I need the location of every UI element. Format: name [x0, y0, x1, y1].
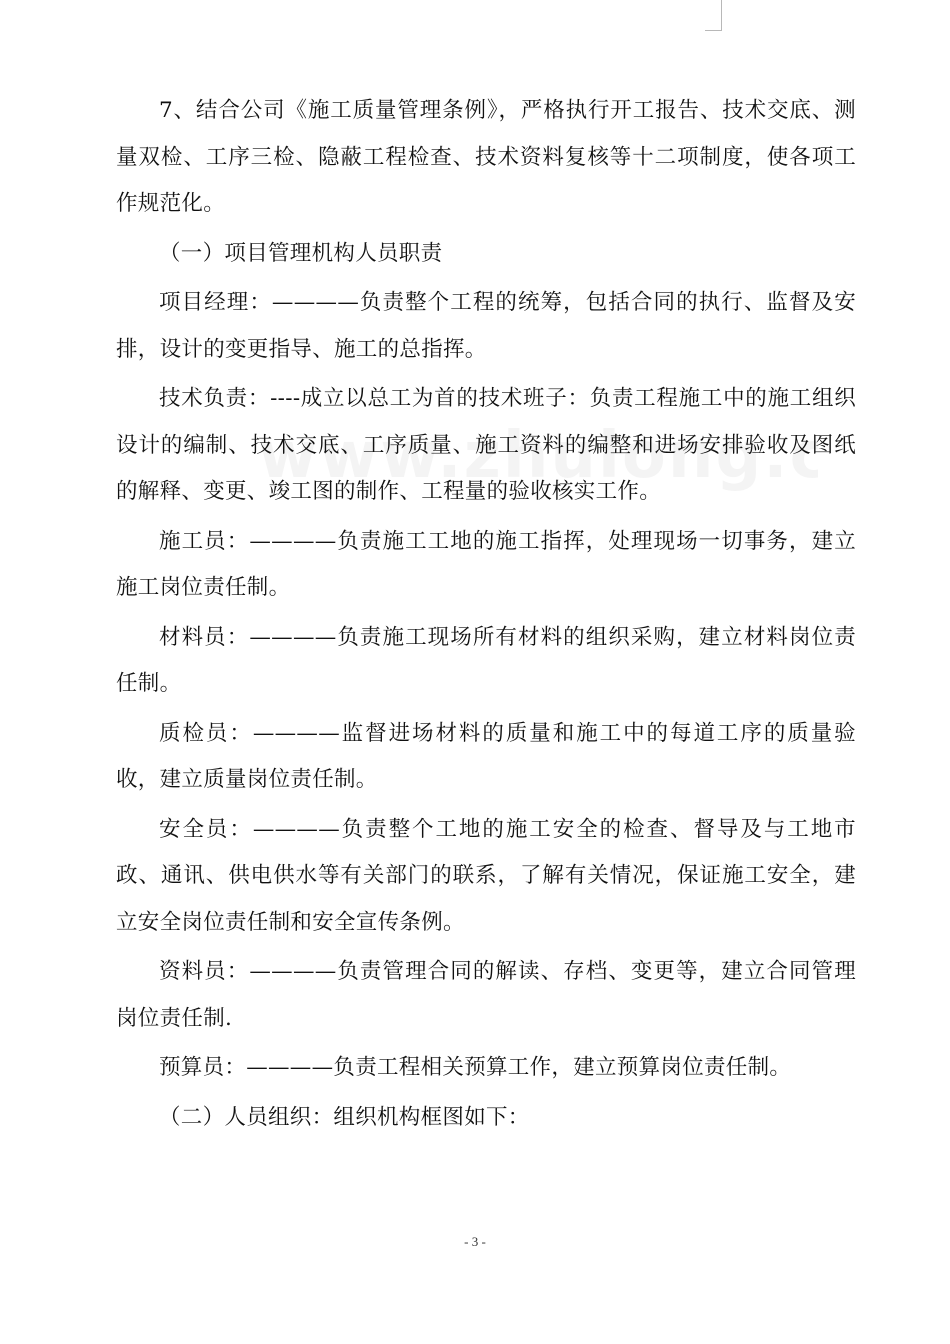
paragraph-quality-inspector: 质检员：————监督进场材料的质量和施工中的每道工序的质量验收，建立质量岗位责任制。: [116, 720, 856, 792]
paragraph-construction-officer: 施工员：————负责施工工地的施工指挥，处理现场一切事务，建立施工岗位责任制。: [116, 528, 856, 600]
paragraph-documents-officer: 资料员：————负责管理合同的解读、存档、变更等，建立合同管理岗位责任制.: [116, 959, 856, 1031]
paragraph-clause-7: 7、结合公司《施工质量管理条例》，严格执行开工报告、技术交底、测量双检、工序三检、隐蔽工程检查、技术资料复核等十二项制度，使各项工作规范化。: [116, 98, 856, 216]
crop-mark: [705, 0, 722, 31]
paragraph-materials-officer: 材料员：————负责施工现场所有材料的组织采购，建立材料岗位责任制。: [116, 624, 856, 696]
section-heading-duties: （一）项目管理机构人员职责: [159, 240, 443, 266]
paragraph-budget-officer: 预算员：————负责工程相关预算工作，建立预算岗位责任制。: [159, 1055, 792, 1080]
paragraph-technical-lead: 技术负责：----成立以总工为首的技术班子：负责工程施工中的施工组织设计的编制、技术交底、工序质量、施工资料的编整和进场安排验收及图纸的解释、变更、竣工图的制作、工程量的验收核实工作。: [116, 386, 856, 504]
paragraph-project-manager: 项目经理：————负责整个工程的统筹，包括合同的执行、监督及安排，设计的变更指导、施工的总指挥。: [116, 290, 856, 362]
body-text: [116, 88, 856, 1144]
section-heading-organization: （二）人员组织：组织机构框图如下：: [159, 1104, 530, 1130]
paragraph-safety-officer: 安全员：————负责整个工地的施工安全的检查、督导及与工地市政、通讯、供电供水等有关部门的联系，了解有关情况，保证施工安全，建立安全岗位责任制和安全宣传条例。: [116, 816, 856, 935]
page-number: - 3 -: [464, 1234, 486, 1249]
